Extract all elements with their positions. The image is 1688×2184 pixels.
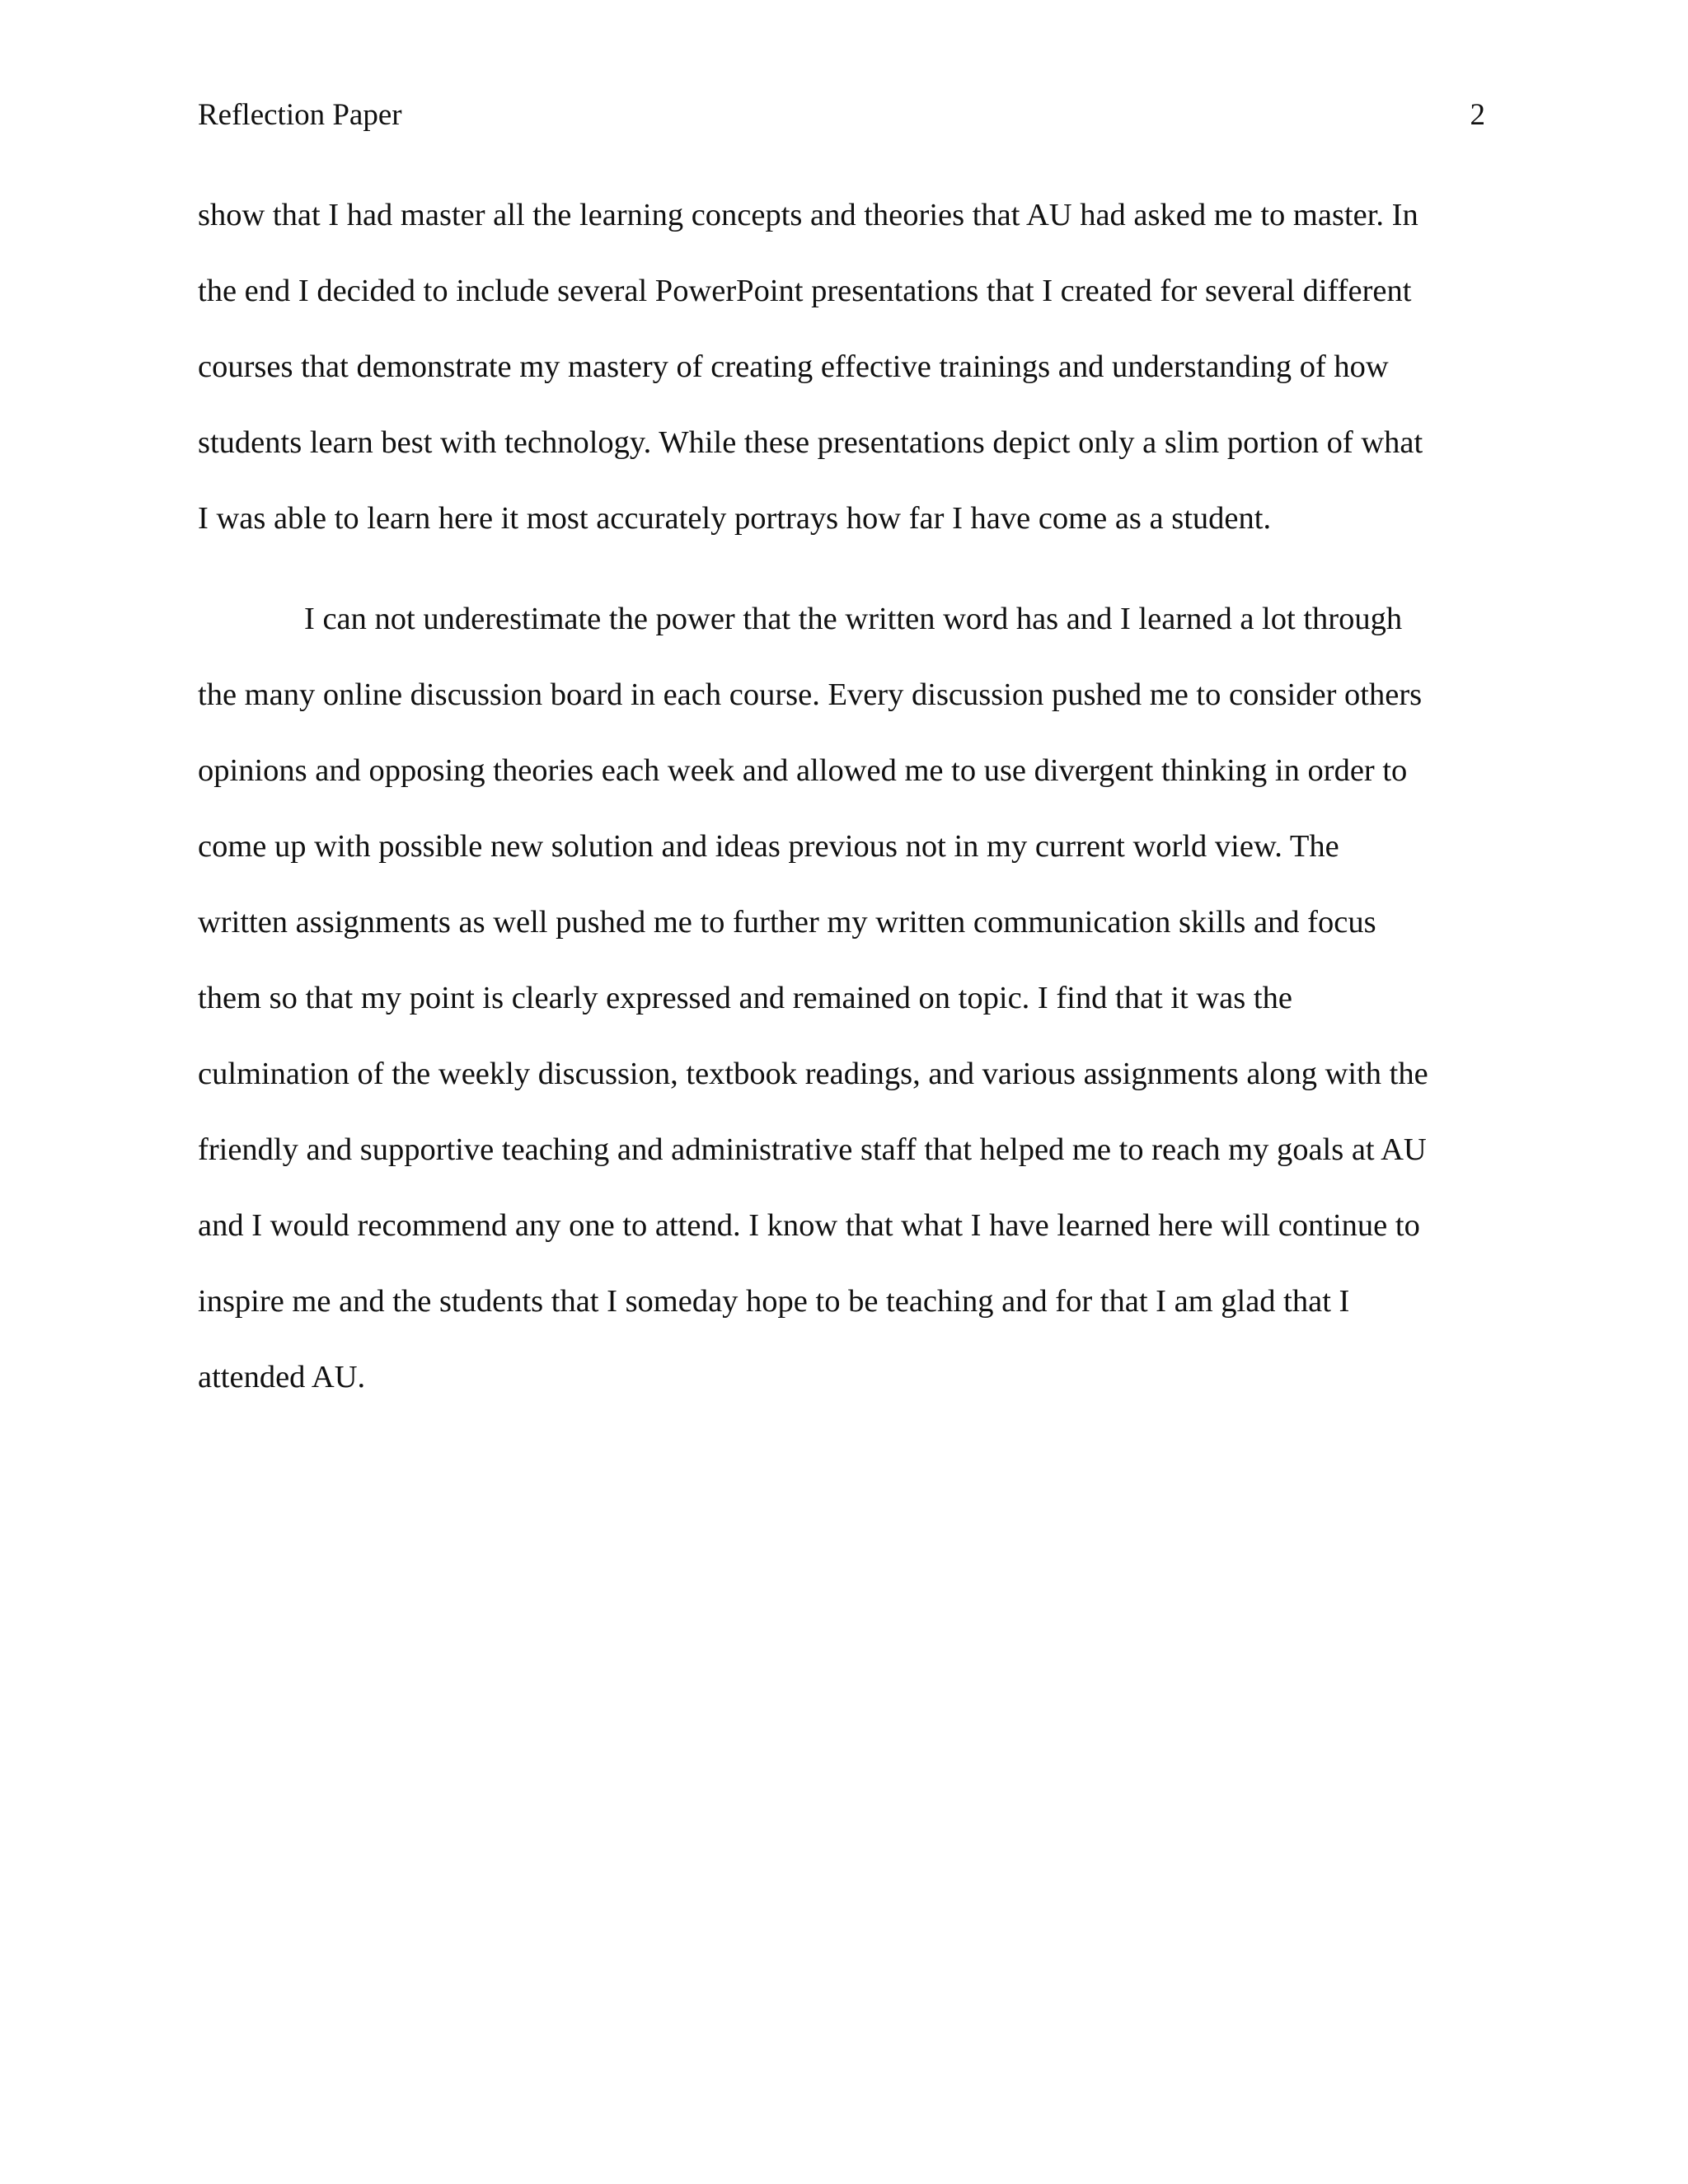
text-line: inspire me and the students that I someday hope to be teaching and for that I am glad that I [198, 1284, 1350, 1319]
text-line: attended AU. [198, 1360, 366, 1394]
paragraph [198, 195, 1517, 574]
paragraph-spacing [198, 574, 1517, 599]
text-line: them so that my point is clearly expressed and remained on topic. I find that it was the [198, 981, 1292, 1015]
text-line: show that I had master all the learning concepts and theories that AU had asked me to master. In [198, 198, 1418, 232]
text-line: students learn best with technology. While these presentations depict only a slim portion of what [198, 425, 1423, 460]
text-line: the end I decided to include several PowerPoint presentations that I created for several different [198, 274, 1412, 308]
text-line: courses that demonstrate my mastery of creating effective trainings and understanding of how [198, 349, 1389, 384]
text-line: opinions and opposing theories each week and allowed me to use divergent thinking in order to [198, 753, 1408, 788]
text-line: and I would recommend any one to attend. I know that what I have learned here will continue to [198, 1208, 1420, 1243]
page-number: 2 [1470, 98, 1485, 132]
paragraph [198, 599, 1517, 1433]
text-line: I was able to learn here it most accurately portrays how far I have come as a student. [198, 501, 1272, 536]
text-line: culmination of the weekly discussion, textbook readings, and various assignments along with the [198, 1057, 1428, 1091]
text-line: I can not underestimate the power that the written word has and I learned a lot through [304, 602, 1403, 636]
text-line: written assignments as well pushed me to further my written communication skills and focus [198, 905, 1376, 940]
text-line: the many online discussion board in each course. Every discussion pushed me to consider others [198, 677, 1423, 712]
running-head: Reflection Paper [198, 98, 402, 132]
text-line: come up with possible new solution and ideas previous not in my current world view. The [198, 829, 1339, 864]
text-line: friendly and supportive teaching and administrative staff that helped me to reach my goals at AU [198, 1132, 1427, 1167]
document-body [198, 195, 1517, 1433]
